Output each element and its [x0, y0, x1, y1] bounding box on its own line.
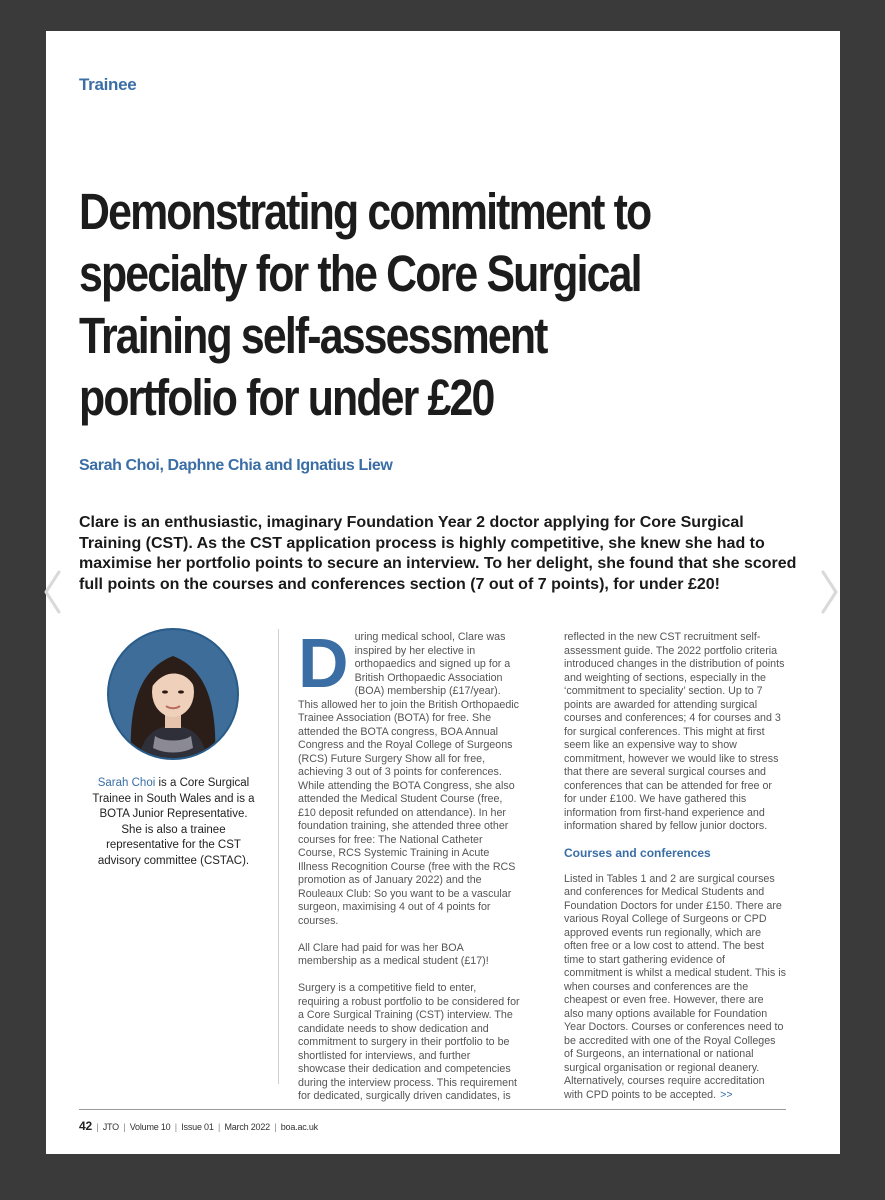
body-paragraph: Surgery is a competitive field to enter, requiring a robust portfolio to be considered for a Core Surgical Training (CST) interview. The candidate needs to show dedication and commitment to surgery in their portfolio to be shortlisted for interviews, and further showcase their dedication and competencies during the interview process. This requirement for dedicated, surgically driven candidates, is	[298, 982, 520, 1102]
footer-website: boa.ac.uk	[280, 1122, 318, 1132]
title-line: portfolio for under £20	[79, 369, 494, 426]
footer-date: March 2022	[224, 1122, 270, 1132]
body-paragraph-text: Listed in Tables 1 and 2 are surgical courses and conferences for Medical Students and Foundation Doctors for under £150. There are various Royal College of Surgeons or CPD approved events run regionally, which are often free or a low cost to attend. The best time to start gathering evidence of commitment is whilst a medical student. This is when courses and conferences are the cheapest or even free. However, there are also many options available for Foundation Year Doctors. Courses or conferences need to be accredited with one of the Royal Colleges of Surgeons, an international or national surgical organisation or regional deanery. Alternatively, courses require accreditation with CPD points to be accepted.	[564, 872, 786, 1101]
title-line: Demonstrating commitment to	[79, 183, 651, 240]
continue-mark: >>	[720, 1088, 733, 1101]
author-photo	[107, 628, 239, 760]
chevron-left-icon	[42, 568, 62, 616]
article-title	[79, 181, 769, 429]
article-authors: Sarah Choi, Daphne Chia and Ignatius Liew	[79, 457, 393, 474]
section-subheading: Courses and conferences	[564, 846, 711, 860]
page-footer	[79, 1119, 318, 1133]
column-divider	[278, 629, 279, 1084]
body-column-1	[298, 624, 520, 1117]
bio-author-name: Sarah Choi	[97, 777, 156, 789]
page-number: 42	[79, 1119, 92, 1133]
body-paragraph: reflected in the new CST recruitment self-assessment guide. The 2022 portfolio criteria introduced changes in the distribution of points and weighting of sections, especially in the ‘commitment to speciality’ section. Up to 7 points are awarded for attending surgical courses and conferences; 4 for courses and 3 for surgical conferences. This might at first seem like an expensive way to show commitment, however we would like to stress that there are several surgical courses and conferences that can be attended for free or for under £100. We have gathered this information from first-hand experience and information shared by fellow junior doctors.	[564, 631, 785, 832]
footer-volume: Volume 10	[129, 1122, 171, 1132]
footer-journal: JTO	[102, 1122, 119, 1132]
body-column-2	[564, 631, 786, 1116]
body-paragraph: uring medical school, Clare was inspired by her elective in orthopaedics and signed up for a British Orthopaedic Association (BOA) membership (£17/year). This allowed her to join the British Orthopaedic Trainee Association (BOTA) for free. She attended the BOTA congress, BOA Annual Congress and the Royal College of Surgeons (RCS) Future Surgery Show all for free, achieving 3 out of 3 points for conferences. While attending the BOTA Congress, she also attended the Medical Student Course (free, £10 deposit refunded on attendance). In her foundation training, she attended three other courses for free: The National Catheter Course, RCS Systemic Training in Acute Illness Recognition Course (free with the RCS promotion as of January 2022) and the Rouleaux Club: So you want to be a vascular surgeon, maximising 4 out of 4 points for courses.	[298, 631, 519, 927]
footer-issue: Issue 01	[181, 1122, 214, 1132]
title-line: specialty for the Core Surgical	[79, 245, 641, 302]
body-paragraph: All Clare had paid for was her BOA membership as a medical student (£17)!	[298, 941, 489, 967]
body-paragraph	[564, 873, 786, 1103]
magazine-page	[46, 31, 840, 1154]
author-portrait-image	[109, 630, 237, 758]
footer-separator: |	[96, 1122, 99, 1132]
standfirst: Clare is an enthusiastic, imaginary Foundation Year 2 doctor applying for Core Surgical Training (CST). As the CST application process is highly competitive, she knew she had to maximise her portfolio points to secure an interview. To her delight, she found that she scored full points on the courses and conferences section (7 out of 7 points), for under £20!	[79, 514, 797, 593]
bio-text: is a Core Surgical Trainee in South Wales and is a BOTA Junior Representative. She is also a trainee representative for the CST advisory committee (CSTAC).	[92, 777, 255, 867]
title-line: Training self-assessment	[79, 307, 547, 364]
previous-page-button[interactable]	[42, 568, 62, 616]
footer-separator: |	[217, 1122, 221, 1132]
footer-rule	[79, 1109, 786, 1110]
section-label: Trainee	[79, 75, 137, 94]
chevron-right-icon	[820, 568, 840, 616]
footer-separator: |	[274, 1122, 277, 1132]
footer-separator: |	[174, 1122, 177, 1132]
author-bio	[91, 776, 256, 869]
drop-cap: D	[298, 624, 349, 702]
next-page-button[interactable]	[820, 568, 840, 616]
footer-separator: |	[123, 1122, 126, 1132]
